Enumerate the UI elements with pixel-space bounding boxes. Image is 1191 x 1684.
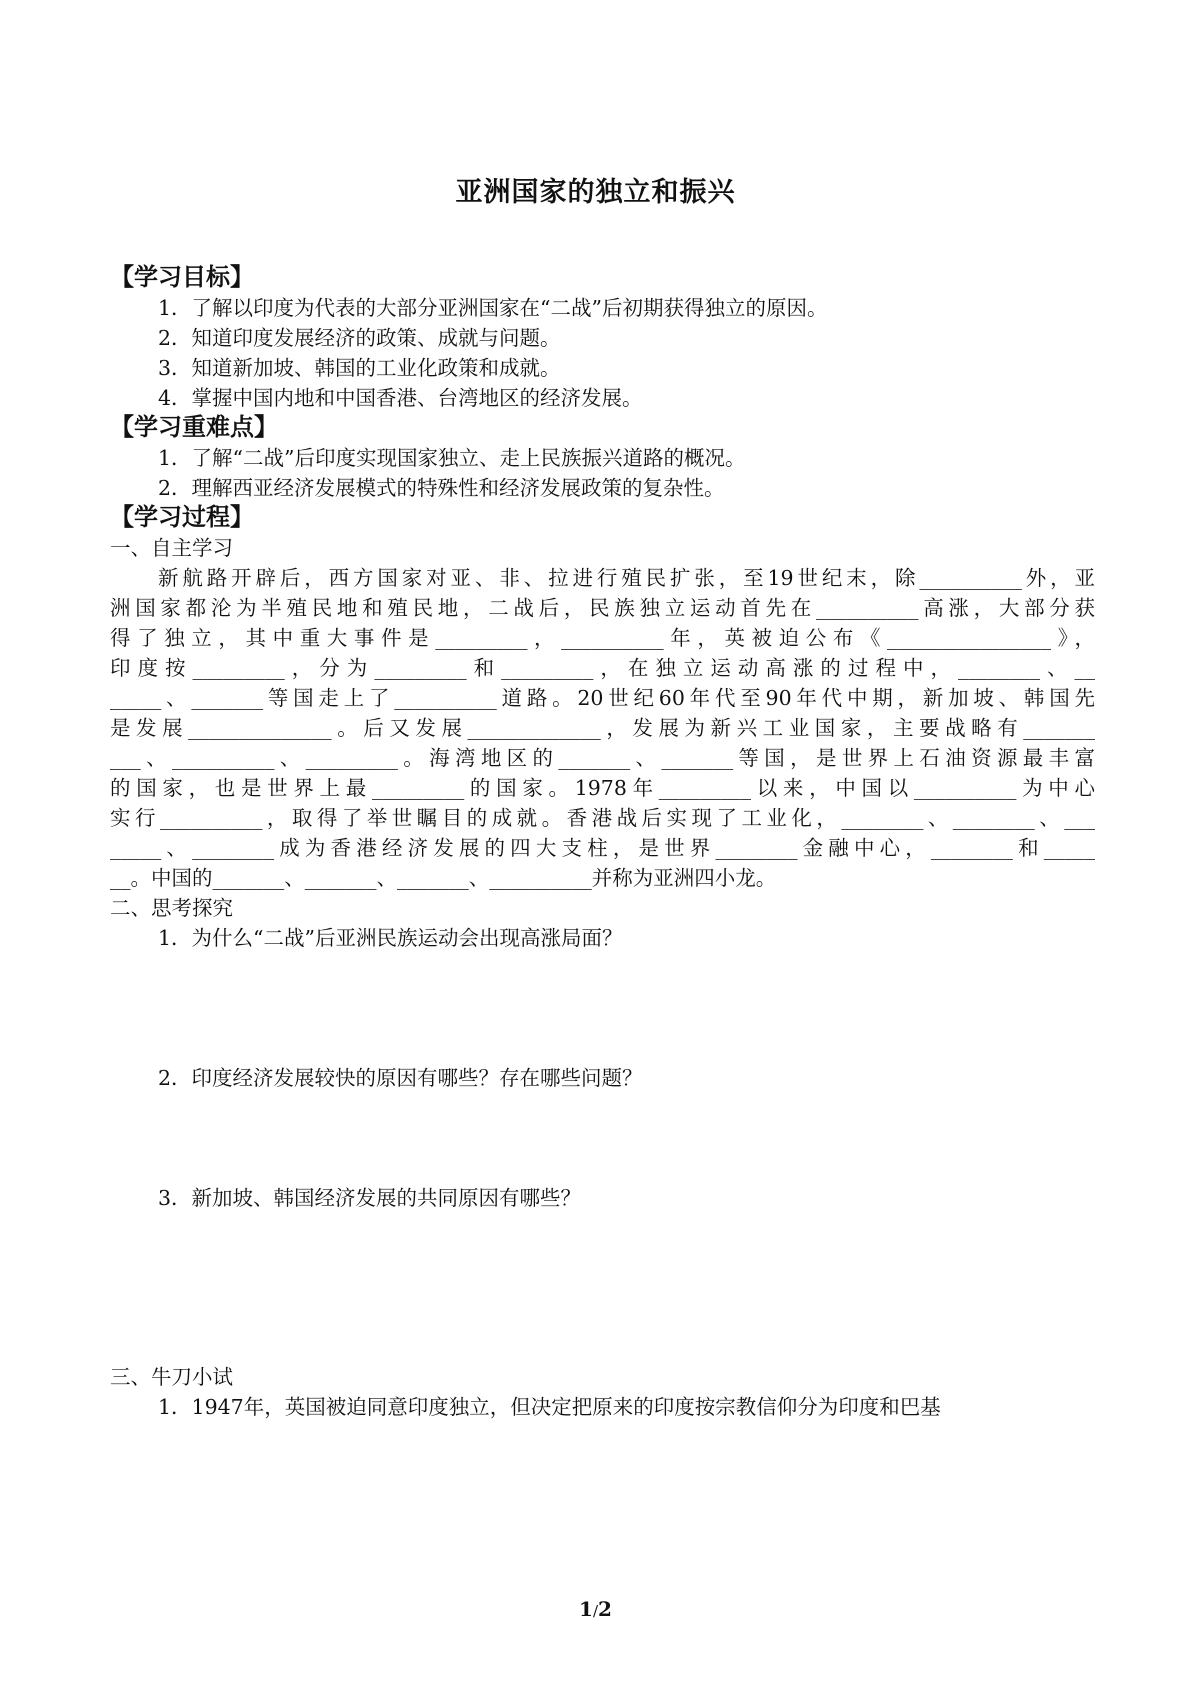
fill-blank-line: 的国家，也是世界上最_________的国家。1978年_________以来，中国以__________为中心 [110, 776, 1095, 800]
page-title: 亚洲国家的独立和振兴 [455, 177, 736, 208]
key-point-item: 2．理解西亚经济发展模式的特殊性和经济发展政策的复杂性。 [158, 476, 725, 500]
fill-blank-line: ___、__________、_________。海湾地区的_______、_______等国，是世界上石油资源最丰富 [110, 746, 1095, 770]
process-heading: 【学习过程】 [110, 503, 254, 531]
key-points-heading: 【学习重难点】 [110, 413, 278, 441]
goal-item: 4．掌握中国内地和中国香港、台湾地区的经济发展。 [158, 386, 643, 410]
current-page: 1 [579, 1597, 593, 1621]
fill-blank-line: 实行__________，取得了举世瞩目的成就。香港战后实现了工业化，________、________、___ [110, 806, 1095, 830]
goal-item: 2．知道印度发展经济的政策、成就与问题。 [158, 326, 561, 350]
fill-blank-line: 洲国家都沦为半殖民地和殖民地，二战后，民族独立运动首先在__________高涨，大部分获 [110, 596, 1095, 620]
goal-item: 1．了解以印度为代表的大部分亚洲国家在“二战”后初期获得独立的原因。 [158, 296, 828, 320]
test-label: 三、牛刀小试 [110, 1365, 233, 1389]
test-question: 1．1947年，英国被迫同意印度独立，但决定把原来的印度按宗教信仰分为印度和巴基 [158, 1395, 941, 1419]
inquiry-label: 二、思考探究 [110, 896, 233, 920]
page-separator: / [592, 1602, 599, 1620]
fill-blank-line: 是发展______________。后又发展_____________，发展为新兴工业国家，主要战略有_______ [110, 716, 1095, 740]
fill-blank-line: 印度按_________，分为_________和_________，在独立运动高涨的过程中，________、__ [110, 656, 1095, 680]
fill-blank-line: 得了独立，其中重大事件是_________，__________年，英被迫公布《________________》， [110, 626, 1095, 650]
key-point-item: 1．了解“二战”后印度实现国家独立、走上民族振兴道路的概况。 [158, 446, 746, 470]
page-number [0, 1597, 1191, 1621]
goal-item: 3．知道新加坡、韩国的工业化政策和成就。 [158, 356, 561, 380]
fill-blank-line: _____、_______等国走上了__________道路。20世纪60年代至90年代中期，新加坡、韩国先 [110, 686, 1095, 710]
fill-blank-line: _____、________成为香港经济发展的四大支柱，是世界________金融中心，________和_____ [110, 836, 1095, 860]
fill-blank-line: 新航路开辟后，西方国家对亚、非、拉进行殖民扩张，至19世纪末，除__________外，亚 [158, 566, 1095, 590]
inquiry-question: 3．新加坡、韩国经济发展的共同原因有哪些？ [158, 1186, 582, 1210]
inquiry-question: 1．为什么“二战”后亚洲民族运动会出现高涨局面？ [158, 926, 623, 950]
goals-heading: 【学习目标】 [110, 263, 254, 291]
fill-blank-line: __。中国的_______、_______、_______、__________并称为亚洲四小龙。 [110, 866, 777, 890]
self-study-label: 一、自主学习 [110, 536, 233, 560]
inquiry-question: 2．印度经济发展较快的原因有哪些？存在哪些问题？ [158, 1066, 643, 1090]
total-pages: 2 [598, 1597, 612, 1621]
